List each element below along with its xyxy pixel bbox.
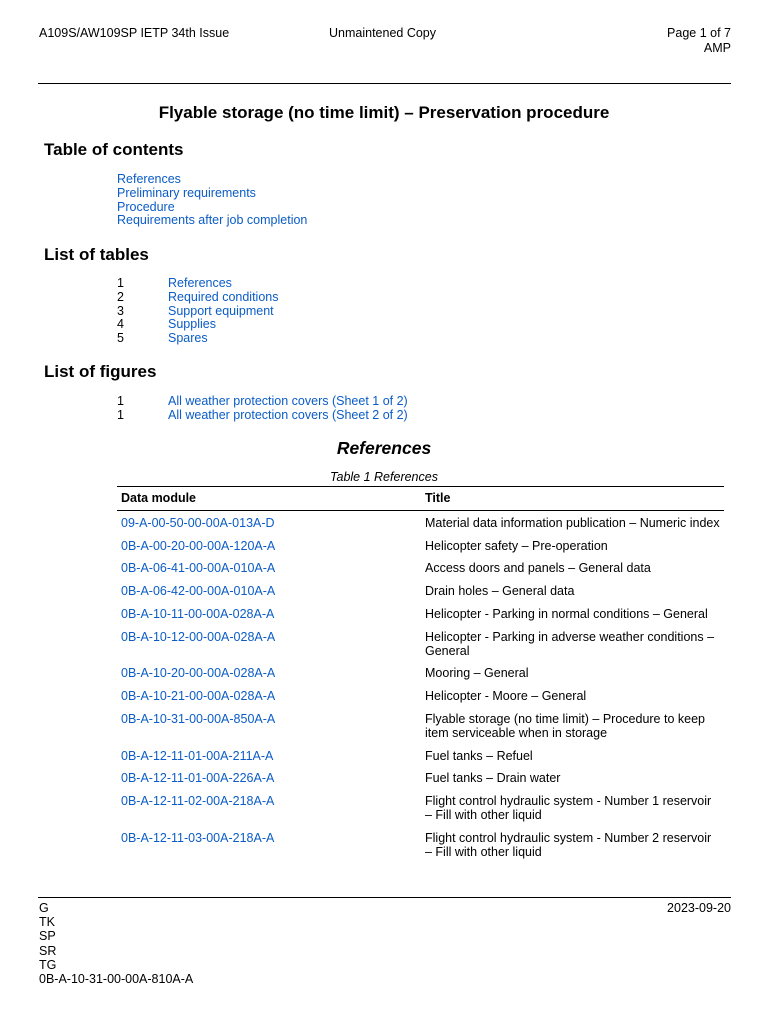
table-row xyxy=(117,557,724,580)
item-number: 1 xyxy=(117,407,124,422)
table-row xyxy=(117,603,724,626)
toc-link-preliminary-requirements[interactable]: Preliminary requirements xyxy=(117,185,256,200)
data-module-link[interactable]: 0B-A-10-20-00-00A-028A-A xyxy=(121,666,276,681)
table-link[interactable]: Support equipment xyxy=(168,303,274,318)
footer-date: 2023-09-20 xyxy=(667,901,731,915)
data-module-link[interactable]: 0B-A-10-11-00-00A-028A-A xyxy=(121,606,275,621)
footer-code: TG xyxy=(39,957,57,972)
header-divider xyxy=(38,83,731,84)
reference-title: Drain holes – General data xyxy=(425,584,575,599)
toc-heading: Table of contents xyxy=(44,140,184,159)
data-module-link[interactable]: 09-A-00-50-00-00A-013A-D xyxy=(121,515,275,530)
list-item xyxy=(117,332,279,346)
data-module-link[interactable]: 0B-A-12-11-01-00A-211A-A xyxy=(121,748,274,763)
footer-data-module-code: 0B-A-10-31-00-00A-810A-A xyxy=(39,972,194,987)
reference-title: Flight control hydraulic system - Number 1 reservoir – Fill with other liquid xyxy=(425,794,712,822)
table-row xyxy=(117,767,724,790)
item-number: 4 xyxy=(117,317,124,332)
reference-title: Helicopter - Moore – General xyxy=(425,689,587,704)
list-item xyxy=(117,291,279,305)
toc-link-references[interactable]: References xyxy=(117,172,181,186)
column-header-data-module: Data module xyxy=(117,487,421,511)
reference-title: Helicopter - Parking in normal conditions – General xyxy=(425,606,708,621)
table-row xyxy=(117,580,724,603)
data-module-link[interactable]: 0B-A-10-21-00-00A-028A-A xyxy=(121,689,276,704)
data-module-link[interactable]: 0B-A-06-41-00-00A-010A-A xyxy=(121,561,276,576)
tables-list xyxy=(117,277,279,346)
item-number: 3 xyxy=(117,303,124,318)
footer-divider xyxy=(38,897,731,898)
data-module-link[interactable]: 0B-A-12-11-01-00A-226A-A xyxy=(121,771,275,786)
table-row xyxy=(117,662,724,685)
reference-title: Access doors and panels – General data xyxy=(425,561,651,576)
table-row xyxy=(117,790,724,827)
toc-link-requirements-after-job[interactable]: Requirements after job completion xyxy=(117,213,308,228)
data-module-link[interactable]: 0B-A-00-20-00-00A-120A-A xyxy=(121,538,276,553)
reference-title: Material data information publication – Numeric index xyxy=(425,515,720,530)
data-module-link[interactable]: 0B-A-06-42-00-00A-010A-A xyxy=(121,584,276,599)
reference-title: Fuel tanks – Drain water xyxy=(425,771,561,786)
page-title: Flyable storage (no time limit) – Preservation procedure xyxy=(158,103,610,122)
toc-link-procedure[interactable]: Procedure xyxy=(117,199,175,214)
figures-list-heading: List of figures xyxy=(44,362,157,381)
table-row xyxy=(117,626,724,663)
table-row xyxy=(117,535,724,558)
figure-link[interactable]: All weather protection covers (Sheet 1 of 2) xyxy=(168,394,408,408)
reference-title: Flight control hydraulic system - Number 2 reservoir – Fill with other liquid xyxy=(425,830,712,859)
item-number: 2 xyxy=(117,289,124,304)
page-number: Page 1 of 7 xyxy=(667,26,731,40)
data-module-link[interactable]: 0B-A-10-31-00-00A-850A-A xyxy=(121,711,276,726)
data-module-link[interactable]: 0B-A-12-11-03-00A-218A-A xyxy=(121,830,275,845)
figure-link[interactable]: All weather protection covers (Sheet 2 of 2) xyxy=(168,407,408,422)
table-link[interactable]: Spares xyxy=(168,331,208,346)
data-module-link[interactable]: 0B-A-10-12-00-00A-028A-A xyxy=(121,629,276,644)
footer-code: TK xyxy=(39,915,55,930)
reference-title: Helicopter - Parking in adverse weather conditions – General xyxy=(425,629,715,658)
table-row xyxy=(117,685,724,708)
copy-status: Unmaintened Copy xyxy=(329,26,437,40)
data-module-link[interactable]: 0B-A-12-11-02-00A-218A-A xyxy=(121,794,275,809)
footer-codes xyxy=(39,901,193,986)
table-row xyxy=(117,510,724,534)
item-number: 1 xyxy=(117,394,124,408)
toc-list xyxy=(117,173,307,228)
footer-code: G xyxy=(39,901,49,915)
table-header-row xyxy=(117,487,724,511)
reference-title: Helicopter safety – Pre-operation xyxy=(425,538,608,553)
table-link[interactable]: Required conditions xyxy=(168,289,279,304)
list-item xyxy=(117,277,279,291)
item-number: 1 xyxy=(117,276,124,290)
list-item xyxy=(117,305,279,319)
references-table xyxy=(117,486,724,863)
footer-code: SR xyxy=(39,943,57,958)
reference-title: Mooring – General xyxy=(425,666,529,681)
footer-code: SP xyxy=(39,929,56,944)
page-info xyxy=(667,26,731,56)
tables-list-heading: List of tables xyxy=(44,245,149,264)
list-item xyxy=(117,395,408,409)
reference-title: Flyable storage (no time limit) – Procedure to keep item serviceable when in storage xyxy=(425,711,705,740)
publication-title: A109S/AW109SP IETP 34th Issue xyxy=(39,26,230,40)
item-number: 5 xyxy=(117,331,124,346)
manual-code: AMP xyxy=(703,41,731,55)
table-row xyxy=(117,708,724,745)
column-header-title: Title xyxy=(421,487,724,511)
figures-list xyxy=(117,395,408,423)
table-link[interactable]: Supplies xyxy=(168,317,216,332)
references-heading: References xyxy=(336,438,432,458)
list-item xyxy=(117,318,279,332)
table-caption: Table 1 References xyxy=(330,470,438,484)
table-row xyxy=(117,745,724,768)
table-link[interactable]: References xyxy=(168,276,232,290)
list-item xyxy=(117,409,408,423)
table-row xyxy=(117,827,724,864)
reference-title: Fuel tanks – Refuel xyxy=(425,748,533,763)
